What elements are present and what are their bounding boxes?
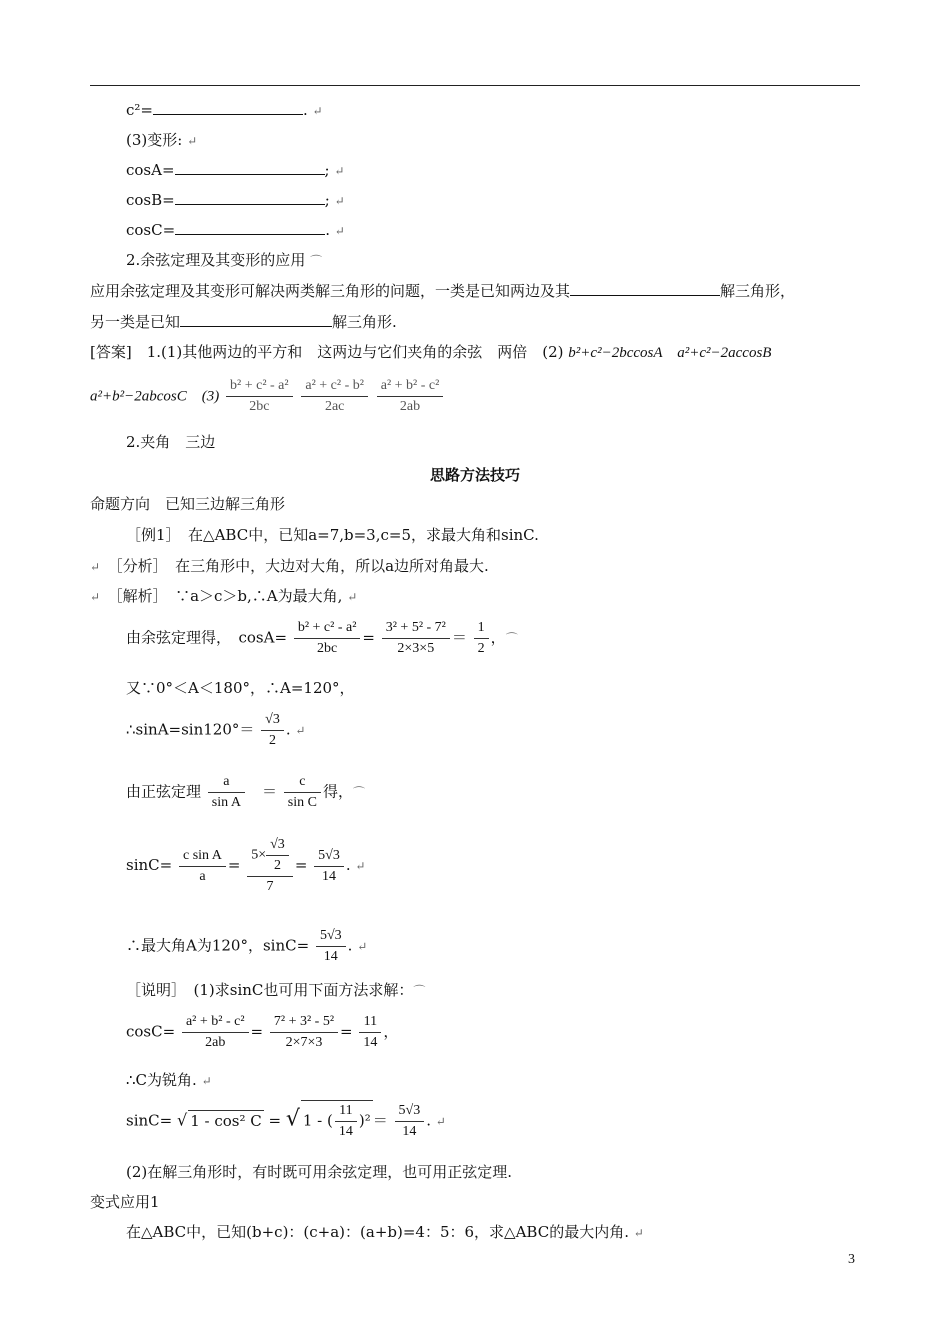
frac-11-over-14: $\frac{11}{14}$ <box>359 1012 381 1053</box>
topic-line: 命题方向 已知三边解三角形 <box>90 495 286 513</box>
note2-line: (2)在解三角形时，有时既可用余弦定理，也可用正弦定理. <box>126 1163 513 1181</box>
line-cosC: cosC= . ↵ <box>126 221 345 239</box>
line-cosB: cosB= ; ↵ <box>126 191 345 209</box>
acute-line: ∴C为锐角. ↵ <box>126 1071 212 1089</box>
analysis-1: ↵ ［分析］ 在三角形中，大边对大角，所以a边所对角最大. <box>90 557 489 575</box>
sine-law-line: 由正弦定理 $\frac{a}{\text{sin A}}$ ＝ $\frac{c}{\text{sin C}}$ 得，⌒ <box>126 772 365 822</box>
frac-cosC-general: $\frac{\text{a² + b² - c²}}{2ab}$ <box>182 1012 249 1053</box>
frac-c-over-sinC: $\frac{c}{\text{sin C}}$ <box>284 772 321 813</box>
sqrt-expression: 1 - cos² C <box>190 1111 262 1130</box>
frac-cosA: $\frac{\text{b² + c² - a²}}{2bc}$ <box>226 376 293 417</box>
line-cosA: cosA= ; ↵ <box>126 161 345 179</box>
frac-cosA-numeric: $\frac{\text{3² + 5² - 7²}}{2\times 3\times 5}$ <box>382 618 450 659</box>
variant-heading: 变式应用1 <box>90 1193 160 1211</box>
line-transform: (3)变形: ↵ <box>126 131 198 149</box>
frac-cosC: $\frac{\text{a² + b² - c²}}{2ab}$ <box>377 376 444 417</box>
frac-compound: 5× $\frac{√3}{2}$ 7 <box>247 835 293 897</box>
note-line: ［说明］ (1)求sinC也可用下面方法求解：⌒ <box>126 981 426 999</box>
sinA-line: ∴sinA=sin120°＝ $\frac{√3}{2}$ . ↵ <box>126 710 305 760</box>
answer-line-1: [答案] 1.(1)其他两边的平方和 这两边与它们夹角的余弦 两倍 (2) b²+c²−2bccosA a²+c²−2accosB <box>90 343 772 361</box>
example-1: ［例1］ 在△ABC中，已知a=7,b=3,c=5，求最大角和sinC. <box>126 526 539 544</box>
sinC2-line: sinC= √ 1 - cos² C = √ 1 - ( $\frac{11}{14}$ )² ＝ $\frac{5√3}{14}$ . ↵ <box>126 1100 446 1150</box>
frac-cosA-general: $\frac{\text{b² + c² - a²}}{2bc}$ <box>294 618 361 659</box>
page-number: 3 <box>848 1252 855 1267</box>
frac-sinC-result: $\frac{5√3}{14}$ <box>395 1101 425 1142</box>
frac-cosC-numeric: $\frac{\text{7² + 3² - 5²}}{2\times 7\times 3}$ <box>270 1012 338 1053</box>
answer-line-3: 2.夹角 三边 <box>126 433 216 451</box>
cos-law-line: 由余弦定理得， cosA= $\frac{\text{b² + c² - a²}}{2bc}$ = $\frac{\text{3² + 5² - 7²}}{2\times 3\times 5}$ ＝ $\frac{1}{2}$ ，⌒ <box>126 618 518 666</box>
frac-csinA-over-a: $\frac{\text{c sin A}}{a}$ <box>179 846 226 887</box>
variant-question: 在△ABC中，已知(b+c)：(c+a)：(a+b)=4：5：6，求△ABC的最大内角. ↵ <box>126 1223 644 1241</box>
cosC-calc-line: cosC= $\frac{\text{a² + b² - c²}}{2ab}$ = $\frac{\text{7² + 3² - 5²}}{2\times 7\times 3}$ = $\frac{11}{14}$ ， <box>126 1012 398 1060</box>
sqrt-expression-2: 1 - ( $\frac{11}{14}$ )² <box>301 1100 373 1142</box>
frac-neg-half: $\frac{1}{2}$ <box>474 618 489 659</box>
section-2-title: 2.余弦定理及其变形的应用 ⌒ <box>126 251 323 269</box>
conclusion-line: ∴最大角A为120°，sinC= $\frac{5√3}{14}$ . ↵ <box>126 926 367 974</box>
answer-line-2: a²+b²−2abcosC (3) $\frac{\text{b² + c² - a²}}{2bc}$ $\frac{\text{a² + c² - b²}}{2ac}$ $\frac{\text{a² + b² - c²}}{2ab}$ <box>90 376 445 422</box>
solution-1: ↵ ［解析］ ∵a＞c＞b,∴A为最大角, ↵ <box>90 587 358 605</box>
sinC-calc-line: sinC= $\frac{\text{c sin A}}{a}$ = 5× $\frac{√3}{2}$ 7 = $\frac{5√3}{14}$ . ↵ <box>126 835 365 895</box>
paragraph-application: 应用余弦定理及其变形可解决两类解三角形的问题，一类是已知两边及其 解三角形， <box>90 282 796 300</box>
frac-conclusion: $\frac{5√3}{14}$ <box>316 926 346 967</box>
header-rule <box>90 85 860 86</box>
angle-range-line: 又∵0°＜A＜180°，∴A=120°， <box>126 679 355 697</box>
frac-a-over-sinA: $\frac{a}{\text{sin A}}$ <box>208 772 245 813</box>
frac-cosB: $\frac{\text{a² + c² - b²}}{2ac}$ <box>301 376 368 417</box>
frac-sqrt3-over-2: $\frac{√3}{2}$ <box>261 710 284 751</box>
paragraph-application-2: 另一类是已知 解三角形. <box>90 313 397 331</box>
line-c-squared: c²= . ↵ <box>126 101 323 119</box>
frac-5sqrt3-over-14: $\frac{5√3}{14}$ <box>314 846 344 887</box>
section-heading: 思路方法技巧 <box>429 466 520 484</box>
